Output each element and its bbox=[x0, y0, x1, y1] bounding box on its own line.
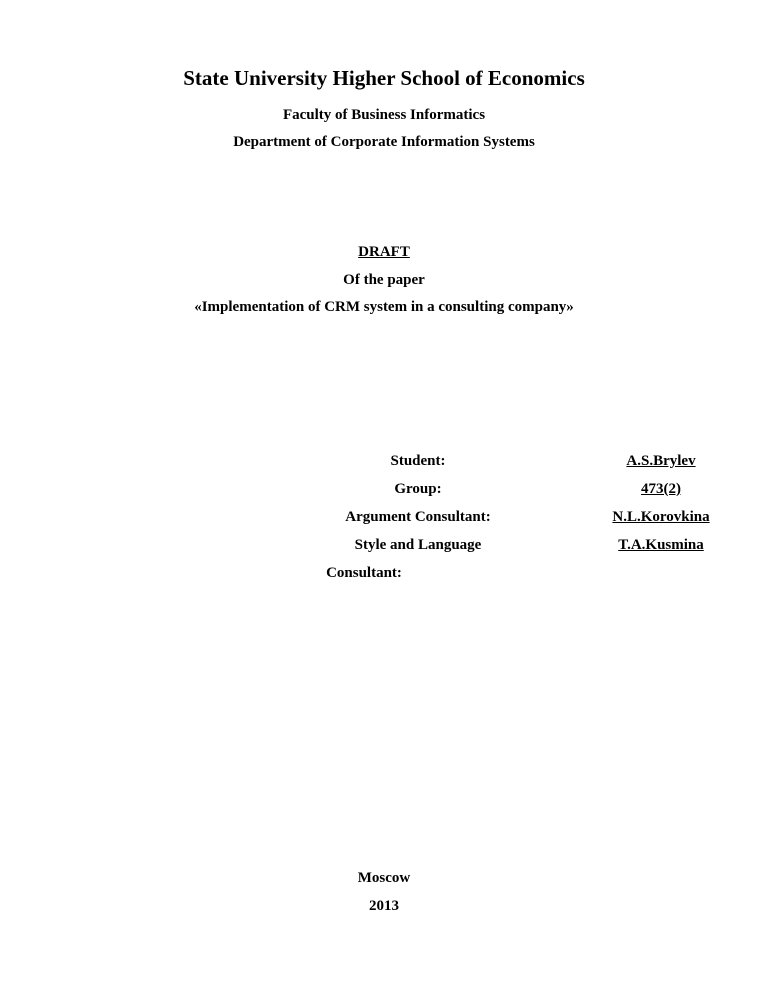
draft-heading: DRAFT bbox=[358, 244, 410, 260]
group-label: Group: bbox=[394, 481, 442, 497]
year: 2013 bbox=[369, 898, 399, 914]
details-table bbox=[0, 453, 768, 593]
student-label: Student: bbox=[390, 453, 446, 469]
detail-row-student bbox=[0, 453, 768, 481]
university-name: State University Higher School of Economics bbox=[183, 66, 585, 90]
argument-consultant-value: N.L.Korovkina bbox=[612, 509, 710, 525]
department-name: Department of Corporate Information Systems bbox=[233, 134, 535, 150]
city: Moscow bbox=[357, 870, 411, 886]
group-value: 473(2) bbox=[641, 481, 681, 497]
argument-consultant-label: Argument Consultant: bbox=[345, 509, 491, 525]
style-consultant-label-cont: Consultant: bbox=[326, 565, 402, 581]
detail-row-style-consultant-cont bbox=[0, 565, 768, 593]
detail-row-style-consultant bbox=[0, 537, 768, 565]
detail-row-group bbox=[0, 481, 768, 509]
style-consultant-label: Style and Language bbox=[354, 537, 482, 553]
detail-row-argument-consultant bbox=[0, 509, 768, 537]
paper-title: «Implementation of CRM system in a consulting company» bbox=[194, 299, 574, 315]
of-paper-text: Of the paper bbox=[343, 272, 425, 288]
faculty-name: Faculty of Business Informatics bbox=[282, 107, 486, 123]
style-consultant-value: T.A.Kusmina bbox=[618, 537, 704, 553]
student-value: A.S.Brylev bbox=[626, 453, 696, 469]
